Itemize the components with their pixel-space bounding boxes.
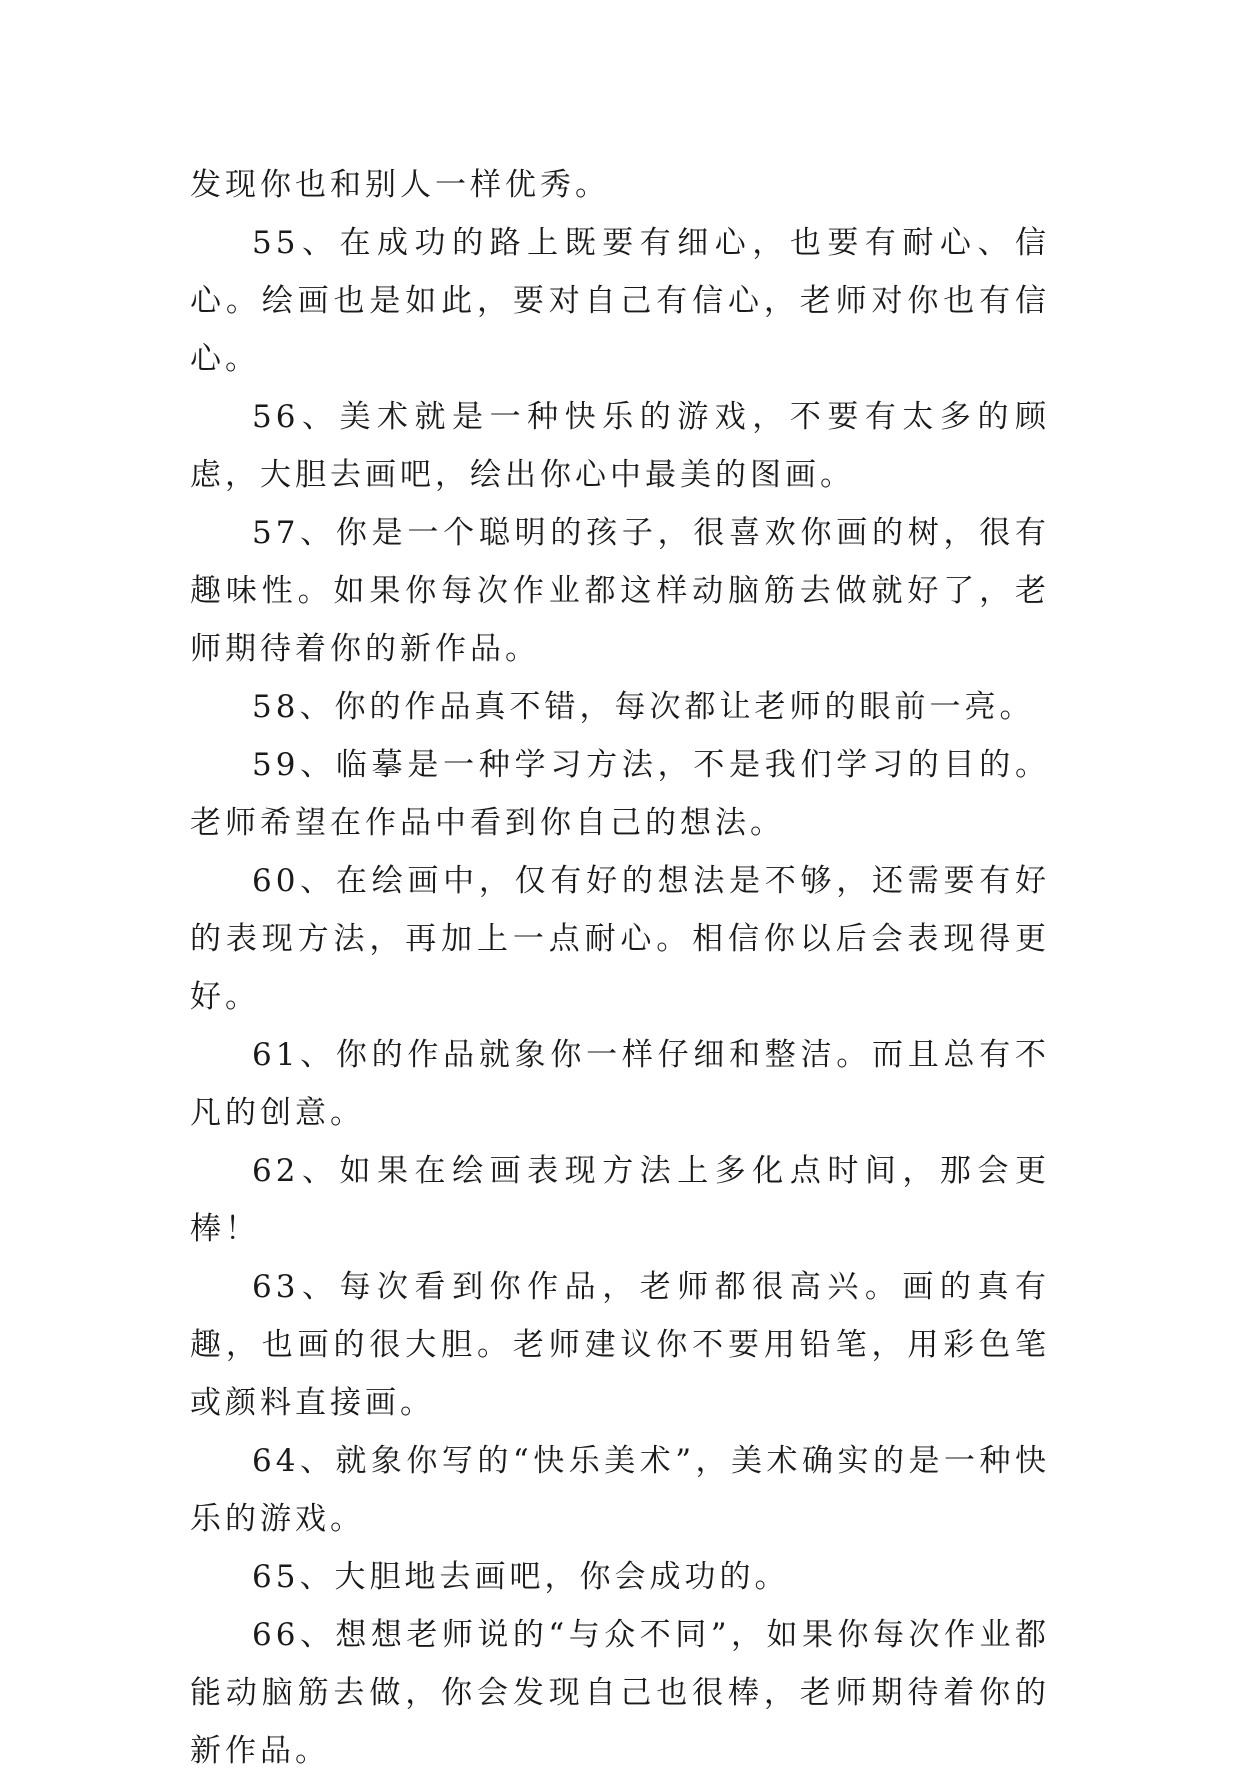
paragraph-58: 58、你的作品真不错，每次都让老师的眼前一亮。 [252, 689, 1035, 725]
paragraph-57: 57、你是一个聪明的孩子，很喜欢你画的树，很有趣味性。如果你每次作业都这样动脑筋去做就好了，老师期待着你的新作品。 [190, 515, 1050, 667]
paragraph-63: 63、每次看到你作品，老师都很高兴。画的真有趣，也画的很大胆。老师建议你不要用铅笔，用彩色笔或颜料直接画。 [190, 1269, 1050, 1421]
paragraph-continuation: 发现你也和别人一样优秀。 [190, 167, 610, 203]
paragraph-66: 66、想想老师说的“与众不同”，如果你每次作业都能动脑筋去做，你会发现自己也很棒，老师期待着你的新作品。 [190, 1617, 1050, 1769]
document-body [190, 156, 1050, 1780]
paragraph-61: 61、你的作品就象你一样仔细和整洁。而且总有不凡的创意。 [190, 1037, 1050, 1131]
paragraph-65: 65、大胆地去画吧，你会成功的。 [252, 1559, 790, 1595]
paragraph-56: 56、美术就是一种快乐的游戏，不要有太多的顾虑，大胆去画吧，绘出你心中最美的图画。 [190, 399, 1050, 493]
paragraph-55: 55、在成功的路上既要有细心，也要有耐心、信心。绘画也是如此，要对自己有信心，老师对你也有信心。 [190, 225, 1050, 377]
paragraph-64: 64、就象你写的“快乐美术”，美术确实的是一种快乐的游戏。 [190, 1443, 1050, 1537]
paragraph-62: 62、如果在绘画表现方法上多化点时间，那会更棒！ [190, 1153, 1050, 1247]
paragraph-59: 59、临摹是一种学习方法，不是我们学习的目的。老师希望在作品中看到你自己的想法。 [190, 747, 1050, 841]
paragraph-60: 60、在绘画中，仅有好的想法是不够，还需要有好的表现方法，再加上一点耐心。相信你以后会表现得更好。 [190, 863, 1050, 1015]
